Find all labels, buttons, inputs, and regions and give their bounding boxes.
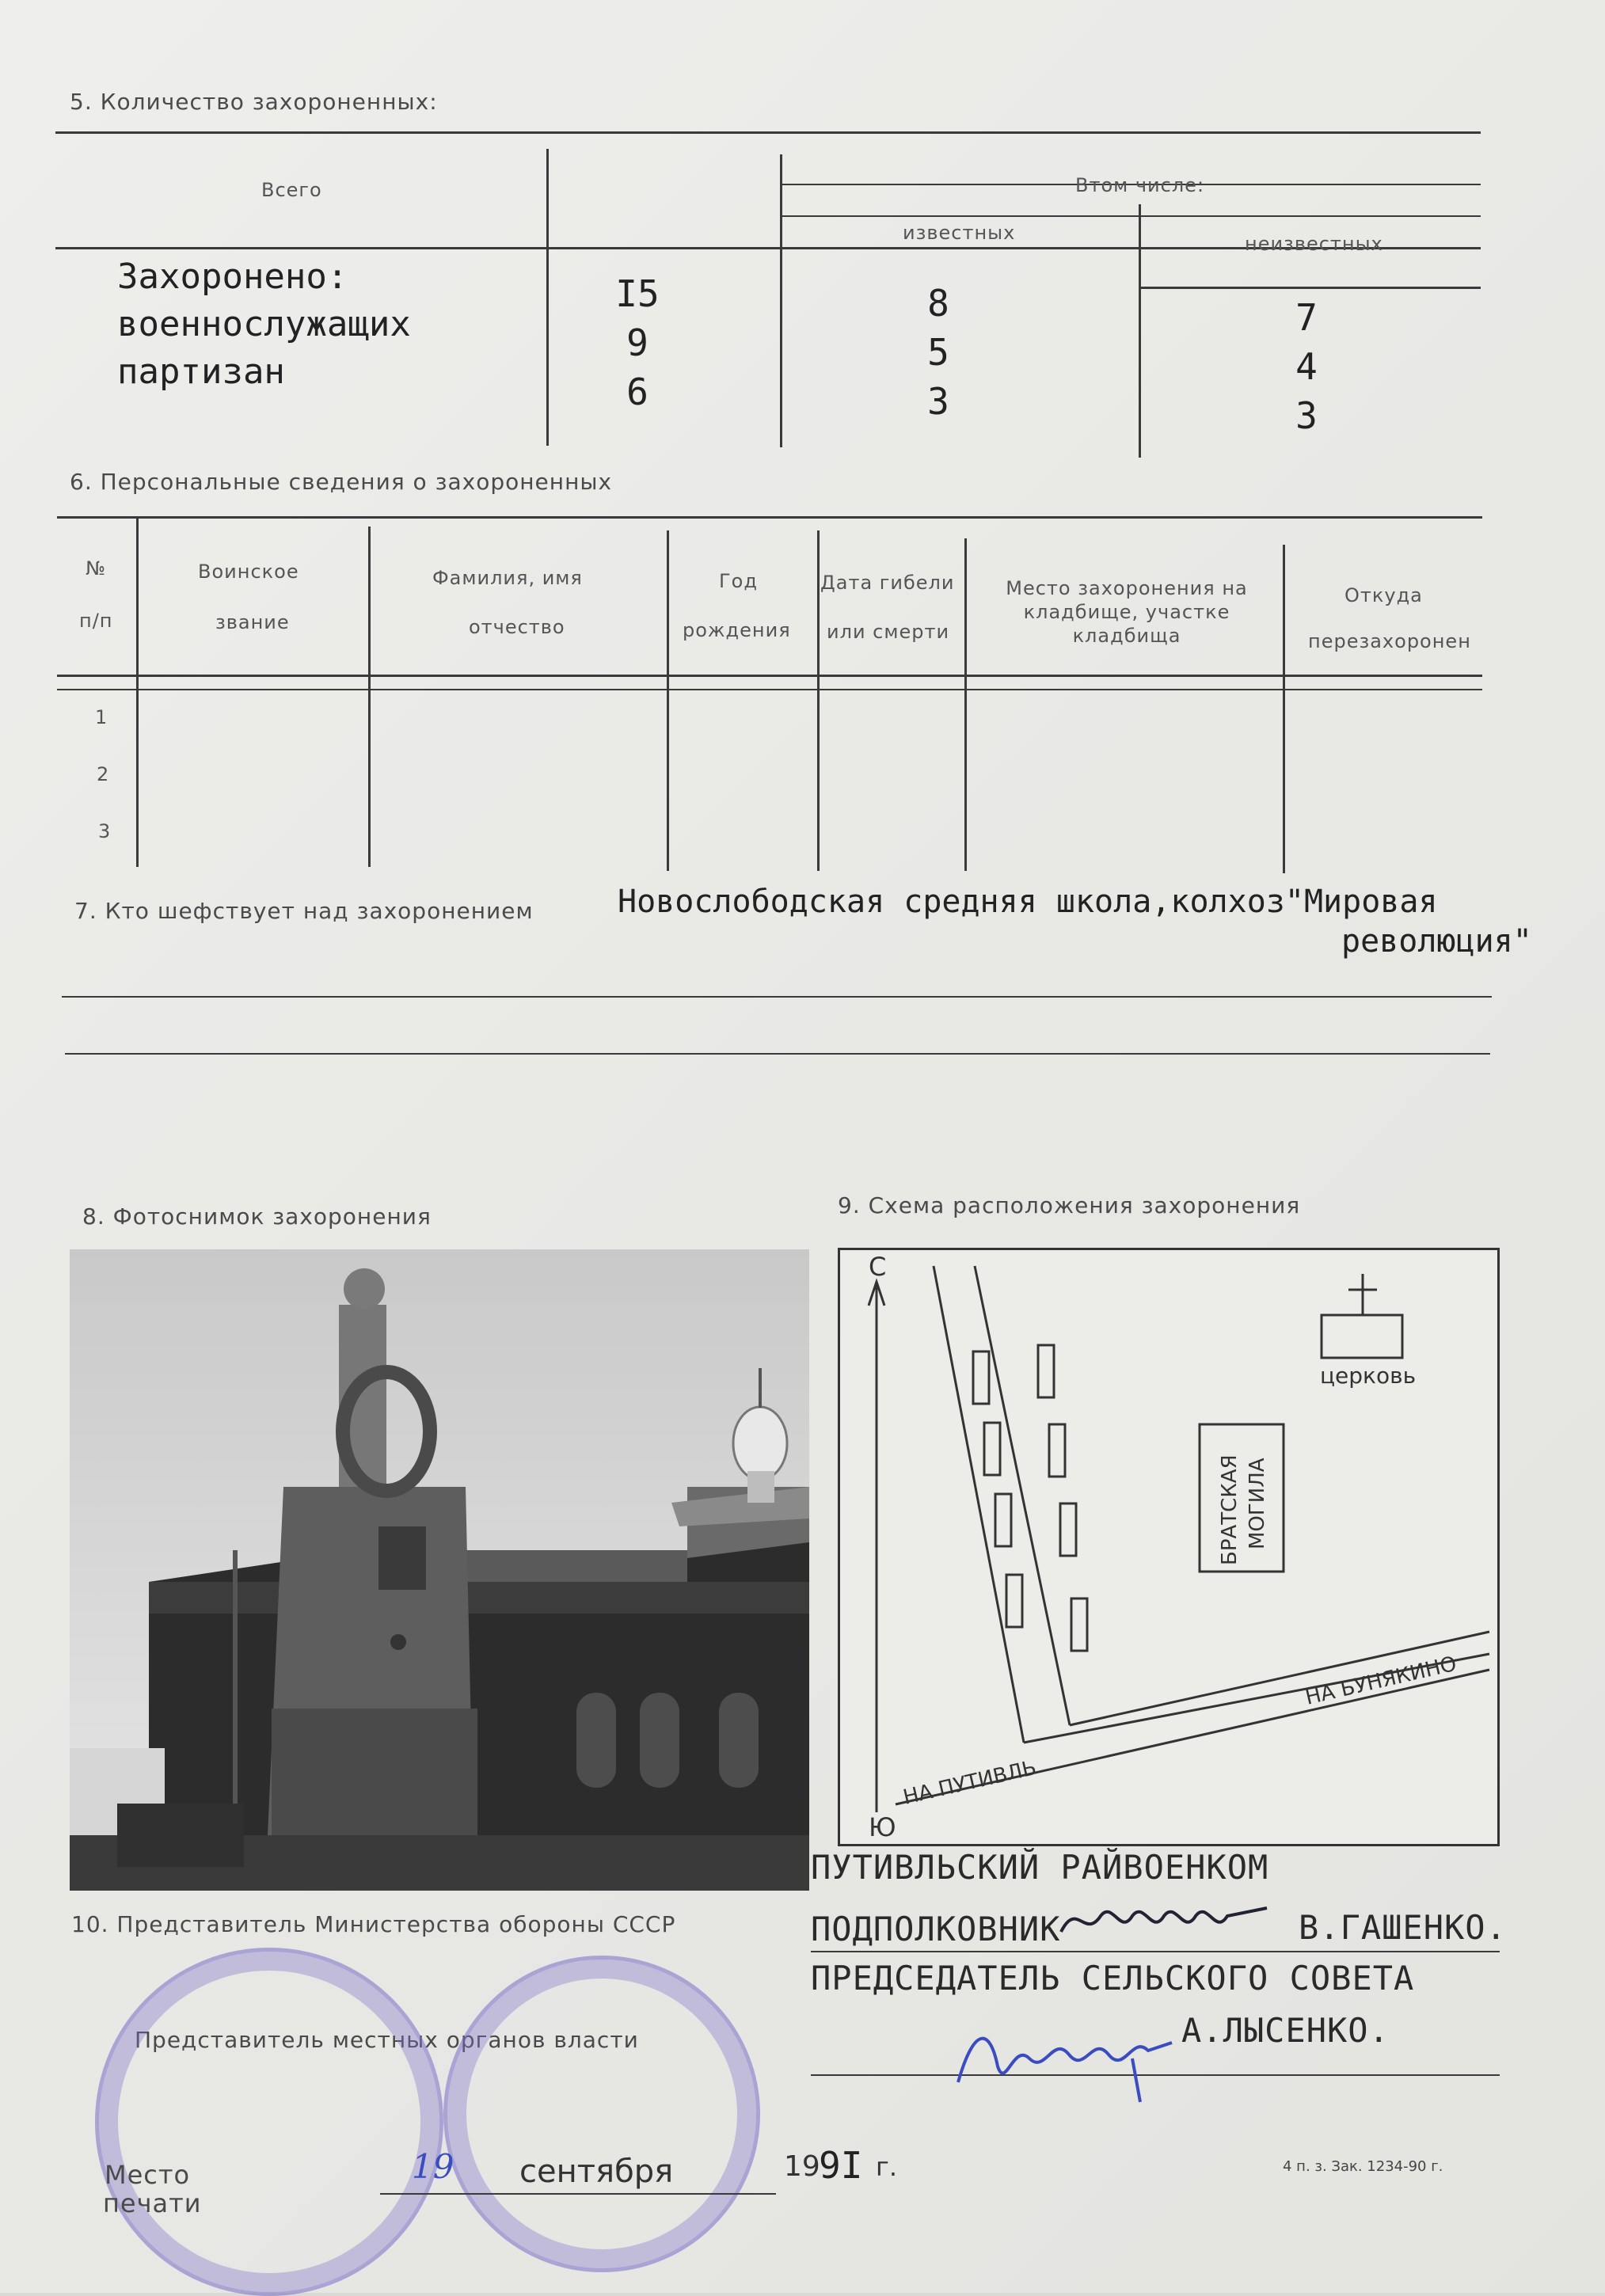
- seal-left: [95, 1948, 443, 2296]
- table5-unknown-rule: [1139, 287, 1481, 289]
- patron-line1: Новослободская средняя школа,колхоз"Мировая: [618, 884, 1438, 920]
- total-partisans: 6: [626, 371, 648, 413]
- local-rep-label: Представитель местных органов власти: [135, 2027, 639, 2053]
- table6-vline-6: [1283, 545, 1285, 873]
- scheme-drawing: [840, 1250, 1497, 1844]
- stamp-rank: ПОДПОЛКОВНИК: [811, 1910, 1061, 1948]
- hdr-from-b: перезахоронен: [1308, 630, 1471, 652]
- section9-title: 9. Схема расположения захоронения: [838, 1192, 1301, 1218]
- table6-vline-3: [667, 530, 669, 871]
- known-column: [915, 279, 962, 426]
- date-rule: [380, 2193, 776, 2195]
- total-military: 9: [626, 321, 648, 364]
- hdr-rank-b: звание: [215, 611, 290, 633]
- signature-gashenko: [1053, 1892, 1275, 1948]
- scheme-road-bunyakino: НА БУНЯКИНО: [1303, 1652, 1459, 1710]
- scheme-road-putivl: НА ПУТИВЛЬ: [900, 1755, 1039, 1810]
- section6-title: 6. Персональные сведения о захороненных: [70, 469, 613, 495]
- section5-title: 5. Количество захороненных:: [70, 89, 438, 115]
- print-code: 4 п. з. Зак. 1234-90 г.: [1283, 2158, 1443, 2175]
- place-label-b: печати: [103, 2188, 202, 2218]
- hdr-num-b: п/п: [79, 610, 113, 632]
- table6-vline-5: [964, 538, 967, 871]
- scheme-grave-line1: БРАТСКАЯ: [1218, 1454, 1242, 1565]
- known-military: 5: [927, 331, 949, 374]
- table6-vline-1: [136, 519, 139, 867]
- table5-sub-rule: [780, 215, 1481, 217]
- row-label-buried: Захоронено:: [117, 257, 348, 297]
- signature-lysenko: [942, 2011, 1180, 2106]
- section7-rule-1: [62, 996, 1492, 998]
- col-total-header: Всего: [261, 179, 322, 201]
- row-label-military: военнослужащих: [117, 304, 411, 344]
- location-scheme: [838, 1248, 1500, 1846]
- section8-title: 8. Фотоснимок захоронения: [82, 1203, 432, 1230]
- section10-title: 10. Представитель Министерства обороны СССР: [71, 1911, 676, 1937]
- hdr-rank-a: Воинское: [198, 561, 299, 583]
- hdr-year-a: Год: [719, 570, 758, 592]
- burial-photo: [70, 1249, 809, 1891]
- stamp-name-lysenko: А.ЛЫСЕНКО.: [1181, 2011, 1390, 2050]
- col-unknown-header: неизвестных: [1245, 233, 1383, 255]
- totals-column: [610, 269, 665, 416]
- unknown-military: 4: [1295, 345, 1318, 388]
- hdr-name-a: Фамилия, имя: [432, 567, 583, 589]
- stamp-commissariat: ПУТИВЛЬСКИЙ РАЙВОЕНКОМ: [811, 1848, 1269, 1887]
- hdr-num-a: №: [86, 557, 106, 580]
- table6-vline-4: [817, 530, 820, 871]
- table6-top-rule: [57, 516, 1482, 519]
- scheme-grave-line2: МОГИЛА: [1246, 1458, 1269, 1549]
- section7-label: 7. Кто шефствует над захоронением: [74, 898, 534, 924]
- date-year-unit: г.: [876, 2152, 897, 2182]
- place-label-a: Место: [105, 2160, 191, 2190]
- table5-top-rule: [55, 131, 1481, 134]
- table6-vline-2: [368, 526, 371, 867]
- unknown-buried: 7: [1295, 296, 1318, 339]
- stamp-chairman: ПРЕДСЕДАТЕЛЬ СЕЛЬСКОГО СОВЕТА: [811, 1959, 1415, 1998]
- known-partisans: 3: [927, 380, 949, 423]
- unknown-column: [1283, 293, 1330, 440]
- hdr-year-b: рождения: [683, 619, 791, 641]
- col-known-header: известных: [903, 222, 1016, 244]
- hdr-date-a: Дата гибели: [820, 572, 955, 594]
- scheme-south-label: Ю: [869, 1812, 896, 1842]
- date-month: сентября: [519, 2153, 674, 2190]
- section7-rule-2: [65, 1053, 1490, 1055]
- date-year-suffix: 9I: [819, 2144, 863, 2187]
- hdr-date-b: или смерти: [827, 621, 950, 643]
- date-year-prefix: 19: [784, 2150, 820, 2183]
- total-buried: I5: [615, 272, 660, 315]
- date-day: 19: [412, 2147, 454, 2186]
- row-label-partisans: партизан: [117, 352, 285, 392]
- scheme-north-label: С: [869, 1252, 887, 1282]
- known-buried: 8: [927, 282, 949, 325]
- hdr-place: Место захоронения на кладбище, участке кладбища: [1006, 577, 1248, 647]
- scheme-church-label: церковь: [1320, 1363, 1417, 1389]
- row-num-3: 3: [98, 820, 112, 842]
- table6-header-rule: [57, 675, 1482, 677]
- col-incl-header: Втом числе:: [1075, 174, 1205, 196]
- row-labels: [117, 253, 411, 396]
- stamp-name-gashenko: В.ГАШЕНКО.: [1299, 1908, 1507, 1947]
- row-num-2: 2: [97, 763, 110, 785]
- hdr-name-b: отчество: [469, 616, 565, 638]
- table5-vline-3: [1139, 204, 1141, 458]
- photo-image: [70, 1249, 809, 1891]
- patron-line2: революция": [1341, 923, 1532, 960]
- unknown-partisans: 3: [1295, 394, 1318, 437]
- table5-vline-1: [546, 149, 549, 446]
- table6-header-rule-2: [57, 689, 1482, 690]
- seal-right: [443, 1956, 760, 2272]
- sig-rule-1: [811, 1951, 1500, 1952]
- table5-vline-2: [780, 154, 782, 447]
- row-num-1: 1: [95, 706, 108, 728]
- hdr-from-a: Откуда: [1344, 584, 1423, 606]
